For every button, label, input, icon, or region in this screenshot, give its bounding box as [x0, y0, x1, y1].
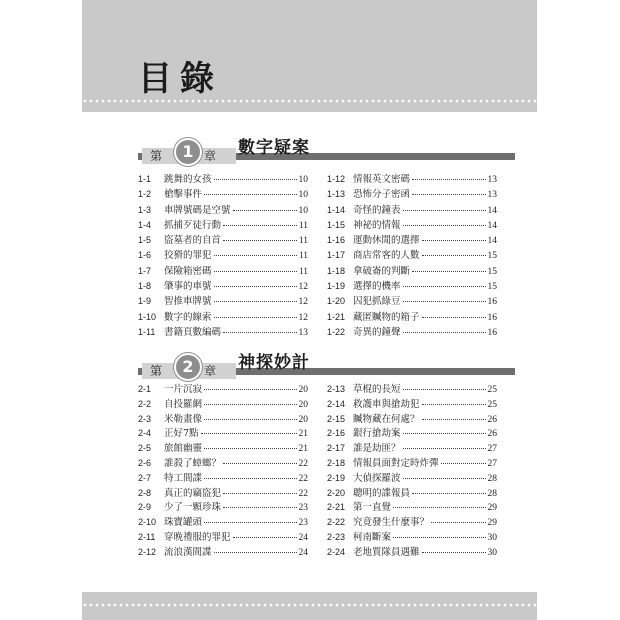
entry-number: 2-16 — [327, 428, 346, 439]
entry-leader-dots — [204, 522, 296, 523]
entry-title: 真正的竊盜犯 — [164, 487, 222, 499]
entry-leader-dots — [214, 317, 297, 318]
entry-title: 銀行搶劫案 — [353, 428, 401, 440]
entry-page-number: 11 — [298, 266, 308, 277]
entry-title: 大偵探羅波 — [353, 472, 401, 484]
entry-number: 1-15 — [327, 219, 346, 230]
entry-page-number: 30 — [487, 532, 497, 543]
entry-leader-dots — [204, 419, 296, 420]
entry-title: 流浪漢間諜 — [164, 546, 212, 558]
entry-page-number: 10 — [298, 205, 308, 216]
entry-title: 正好7點 — [164, 428, 199, 440]
entry-title: 米勒畫像 — [164, 413, 203, 425]
entry-leader-dots — [412, 493, 485, 494]
entry-leader-dots — [204, 389, 296, 390]
toc-entry — [138, 396, 308, 411]
entry-page-number: 27 — [487, 444, 497, 455]
toc-entry — [327, 544, 497, 559]
entry-page-number: 25 — [487, 385, 497, 395]
entry-page-number: 13 — [298, 327, 308, 338]
entry-leader-dots — [412, 194, 485, 195]
toc-entry — [138, 381, 308, 396]
entry-page-number: 26 — [487, 429, 497, 440]
toc-entry — [327, 232, 497, 247]
entry-page-number: 30 — [487, 547, 497, 558]
entry-number: 1-3 — [138, 204, 152, 215]
entry-leader-dots — [403, 389, 486, 390]
toc-entry — [138, 499, 308, 514]
entry-title: 跳舞的女孩 — [164, 174, 212, 185]
entry-leader-dots — [403, 478, 486, 479]
entry-number: 2-13 — [327, 384, 346, 394]
entry-page-number: 15 — [487, 251, 497, 262]
toc-entry — [327, 324, 497, 339]
entry-title: 智推車牌號 — [164, 296, 212, 308]
entry-leader-dots — [214, 255, 297, 256]
entry-number: 1-7 — [138, 265, 152, 276]
toc-entry — [138, 217, 308, 232]
entry-leader-dots — [223, 463, 296, 464]
entry-leader-dots — [204, 194, 296, 195]
entry-title: 恐怖分子密函 — [353, 189, 411, 201]
toc-entry — [327, 309, 497, 324]
entry-number: 1-10 — [138, 311, 157, 322]
entry-leader-dots — [233, 537, 297, 538]
entry-leader-dots — [223, 332, 296, 333]
entry-leader-dots — [403, 448, 486, 449]
entry-page-number: 28 — [487, 488, 497, 499]
entry-title: 槍擊事件 — [164, 189, 203, 201]
entry-title: 一片沉寂 — [164, 384, 203, 395]
entry-leader-dots — [223, 225, 297, 226]
toc-entry — [138, 263, 308, 278]
entry-number: 2-24 — [327, 546, 346, 557]
entry-number: 2-4 — [138, 428, 152, 439]
entry-leader-dots — [403, 301, 486, 302]
toc-entry — [138, 278, 308, 293]
entry-number: 2-7 — [138, 472, 152, 483]
toc-entry — [327, 440, 497, 455]
entry-title: 肇事的車號 — [164, 281, 212, 293]
entry-leader-dots — [223, 493, 296, 494]
toc-entry — [138, 309, 308, 324]
entry-leader-dots — [204, 448, 296, 449]
toc-entry — [138, 440, 308, 455]
entry-number: 2-3 — [138, 413, 152, 424]
entry-page-number: 22 — [298, 473, 308, 484]
chapter-1-list-left — [138, 171, 308, 339]
entry-number: 1-13 — [327, 189, 346, 200]
entry-leader-dots — [422, 404, 486, 405]
entry-title: 特工間諜 — [164, 472, 203, 484]
entry-leader-dots — [393, 507, 485, 508]
entry-number: 2-10 — [138, 517, 157, 528]
entry-page-number: 24 — [298, 532, 308, 543]
toc-entry — [138, 455, 308, 470]
entry-page-number: 20 — [298, 399, 308, 410]
entry-page-number: 12 — [298, 297, 308, 308]
entry-title: 穿晚禮服的罪犯 — [164, 531, 231, 543]
entry-number: 2-17 — [327, 443, 346, 454]
toc-entry — [327, 247, 497, 262]
toc-entry — [327, 485, 497, 500]
entry-title: 旅館幽靈 — [164, 443, 203, 455]
entry-leader-dots — [403, 332, 486, 333]
entry-page-number: 22 — [298, 458, 308, 469]
entry-number: 1-18 — [327, 265, 346, 276]
entry-page-number: 21 — [298, 444, 308, 455]
entry-title: 書籍頁數編碼 — [164, 326, 222, 338]
entry-leader-dots — [204, 404, 296, 405]
entry-title: 少了一顆珍珠 — [164, 502, 222, 514]
entry-leader-dots — [431, 522, 485, 523]
entry-title: 究竟發生什麼事？ — [353, 517, 430, 529]
entry-number: 1-6 — [138, 250, 152, 261]
entry-title: 數字的線索 — [164, 311, 212, 323]
chapter-2-list-right — [327, 381, 497, 559]
toc-entry — [327, 381, 497, 396]
entry-leader-dots — [422, 255, 486, 256]
entry-leader-dots — [441, 463, 486, 464]
entry-number: 2-2 — [138, 398, 152, 409]
toc-entry — [138, 293, 308, 308]
entry-title: 自投羅網 — [164, 398, 203, 410]
entry-page-number: 27 — [487, 458, 497, 469]
entry-title: 運動休閒的選擇 — [353, 235, 420, 247]
entry-leader-dots — [422, 317, 486, 318]
entry-number: 2-15 — [327, 413, 346, 424]
entry-page-number: 13 — [487, 175, 497, 185]
entry-leader-dots — [412, 271, 485, 272]
toc-entry — [138, 232, 308, 247]
chapter-2-list-left — [138, 381, 308, 559]
entry-leader-dots — [422, 240, 486, 241]
entry-number: 2-18 — [327, 457, 346, 468]
toc-entry — [138, 514, 308, 529]
entry-title: 草棍的長短 — [353, 384, 401, 395]
entry-title: 珠寶罐頭 — [164, 517, 203, 529]
entry-number: 1-8 — [138, 281, 152, 292]
page-title: 目錄 — [138, 59, 222, 99]
entry-number: 1-14 — [327, 204, 346, 215]
entry-page-number: 10 — [298, 175, 308, 185]
entry-page-number: 26 — [487, 414, 497, 425]
entry-number: 2-21 — [327, 502, 346, 513]
entry-page-number: 29 — [487, 503, 497, 514]
entry-page-number: 13 — [487, 190, 497, 201]
entry-number: 2-12 — [138, 546, 157, 557]
footer-dotted-divider — [82, 603, 537, 607]
entry-title: 誰殺了蟑螂？ — [164, 457, 222, 469]
entry-number: 2-19 — [327, 472, 346, 483]
chapter-1-title: 數字疑案 — [238, 138, 310, 158]
entry-leader-dots — [403, 225, 486, 226]
entry-number: 1-5 — [138, 235, 152, 246]
entry-leader-dots — [422, 552, 486, 553]
entry-leader-dots — [403, 433, 486, 434]
entry-title: 神祕的情報 — [353, 219, 401, 231]
chapter-1-number: 1 — [174, 138, 202, 166]
entry-title: 救護車與搶劫犯 — [353, 398, 420, 410]
entry-page-number: 20 — [298, 414, 308, 425]
entry-title: 狡猾的罪犯 — [164, 250, 212, 262]
entry-page-number: 11 — [298, 251, 308, 262]
entry-leader-dots — [201, 433, 297, 434]
entry-title: 贓物藏在何處？ — [353, 413, 420, 425]
toc-entry — [327, 217, 497, 232]
entry-page-number: 21 — [298, 429, 308, 440]
entry-number: 2-11 — [138, 531, 156, 542]
entry-number: 1-11 — [138, 326, 156, 337]
entry-number: 2-14 — [327, 398, 346, 409]
toc-entry — [138, 470, 308, 485]
entry-title: 商店常客的人數 — [353, 250, 420, 262]
entry-number: 1-17 — [327, 250, 346, 261]
entry-leader-dots — [403, 286, 486, 287]
entry-leader-dots — [422, 419, 486, 420]
entry-page-number: 15 — [487, 282, 497, 293]
entry-number: 2-5 — [138, 443, 152, 454]
entry-leader-dots — [214, 301, 297, 302]
entry-title: 柯南斷案 — [353, 531, 392, 543]
entry-title: 保險箱密碼 — [164, 265, 212, 277]
entry-page-number: 22 — [298, 488, 308, 499]
entry-title: 老地質隊員遇難 — [353, 546, 420, 558]
entry-number: 1-9 — [138, 296, 152, 307]
entry-page-number: 11 — [298, 220, 308, 231]
entry-page-number: 11 — [298, 236, 308, 247]
chapter-2-prefix: 第 — [150, 364, 163, 378]
entry-number: 2-6 — [138, 457, 152, 468]
entry-leader-dots — [403, 210, 486, 211]
entry-number: 1-16 — [327, 235, 346, 246]
toc-entry — [327, 499, 497, 514]
toc-entry — [327, 470, 497, 485]
toc-entry — [138, 324, 308, 339]
entry-number: 2-1 — [138, 384, 152, 394]
entry-leader-dots — [214, 552, 297, 553]
toc-entry — [138, 171, 308, 186]
toc-entry — [327, 411, 497, 426]
entry-page-number: 15 — [487, 266, 497, 277]
toc-entry — [327, 514, 497, 529]
toc-entry — [138, 202, 308, 217]
entry-page-number: 12 — [298, 282, 308, 293]
chapter-2-suffix: 章 — [204, 364, 217, 378]
entry-page-number: 23 — [298, 503, 308, 514]
entry-page-number: 28 — [487, 473, 497, 484]
entry-title: 誰是劫匪？ — [353, 443, 401, 455]
toc-entry — [138, 425, 308, 440]
entry-number: 1-2 — [138, 189, 152, 200]
entry-number: 1-22 — [327, 326, 346, 337]
entry-page-number: 16 — [487, 312, 497, 323]
toc-entry — [138, 485, 308, 500]
entry-number: 2-20 — [327, 487, 346, 498]
entry-page-number: 14 — [487, 236, 497, 247]
entry-leader-dots — [412, 179, 485, 180]
entry-leader-dots — [204, 478, 296, 479]
entry-number: 1-12 — [327, 174, 346, 184]
entry-number: 1-20 — [327, 296, 346, 307]
entry-title: 奇怪的鐘表 — [353, 204, 401, 216]
entry-leader-dots — [223, 507, 296, 508]
entry-number: 2-23 — [327, 531, 346, 542]
entry-page-number: 14 — [487, 220, 497, 231]
entry-title: 情報員面對定時炸彈 — [353, 457, 439, 469]
entry-title: 囚犯抓綠豆 — [353, 296, 401, 308]
entry-title: 盜墓者的自首 — [164, 235, 222, 247]
entry-title: 第一直覺 — [353, 502, 392, 514]
entry-leader-dots — [214, 286, 297, 287]
entry-number: 2-22 — [327, 517, 346, 528]
entry-title: 藏匿贓物的箱子 — [353, 311, 420, 323]
entry-leader-dots — [214, 179, 297, 180]
toc-entry — [327, 202, 497, 217]
entry-number: 1-21 — [327, 311, 346, 322]
entry-title: 奇異的鐘聲 — [353, 326, 401, 338]
chapter-1-prefix: 第 — [150, 149, 163, 163]
entry-leader-dots — [214, 271, 297, 272]
toc-entry — [138, 186, 308, 201]
entry-title: 聰明的諜報員 — [353, 487, 411, 499]
chapter-2-number: 2 — [174, 353, 202, 381]
entry-number: 2-8 — [138, 487, 152, 498]
entry-title: 選擇的機率 — [353, 281, 401, 293]
toc-entry — [327, 263, 497, 278]
toc-entry — [138, 544, 308, 559]
entry-page-number: 16 — [487, 327, 497, 338]
entry-page-number: 12 — [298, 312, 308, 323]
entry-leader-dots — [393, 537, 485, 538]
toc-entry — [327, 186, 497, 201]
toc-entry — [138, 247, 308, 262]
entry-page-number: 20 — [298, 385, 308, 395]
entry-page-number: 10 — [298, 190, 308, 201]
entry-page-number: 25 — [487, 399, 497, 410]
toc-entry — [138, 411, 308, 426]
toc-entry — [327, 425, 497, 440]
toc-entry — [138, 529, 308, 544]
toc-entry — [327, 171, 497, 186]
toc-entry — [327, 529, 497, 544]
entry-leader-dots — [233, 210, 297, 211]
entry-title: 拿破崙的判斷 — [353, 265, 411, 277]
entry-page-number: 29 — [487, 518, 497, 529]
toc-entry — [327, 396, 497, 411]
entry-title: 抓捕歹徒行動 — [164, 219, 222, 231]
entry-leader-dots — [223, 240, 297, 241]
chapter-1-list-right — [327, 171, 497, 339]
entry-page-number: 24 — [298, 547, 308, 558]
entry-title: 情報英文密碼 — [353, 174, 411, 185]
toc-entry — [327, 293, 497, 308]
toc-entry — [327, 278, 497, 293]
chapter-1-suffix: 章 — [204, 149, 217, 163]
entry-number: 1-19 — [327, 281, 346, 292]
chapter-2-title: 神探妙計 — [238, 353, 310, 373]
entry-page-number: 14 — [487, 205, 497, 216]
entry-page-number: 23 — [298, 518, 308, 529]
entry-number: 1-1 — [138, 174, 152, 184]
entry-page-number: 16 — [487, 297, 497, 308]
toc-entry — [327, 455, 497, 470]
entry-title: 車牌號碼是空號 — [164, 204, 231, 216]
entry-number: 1-4 — [138, 219, 152, 230]
entry-number: 2-9 — [138, 502, 152, 513]
